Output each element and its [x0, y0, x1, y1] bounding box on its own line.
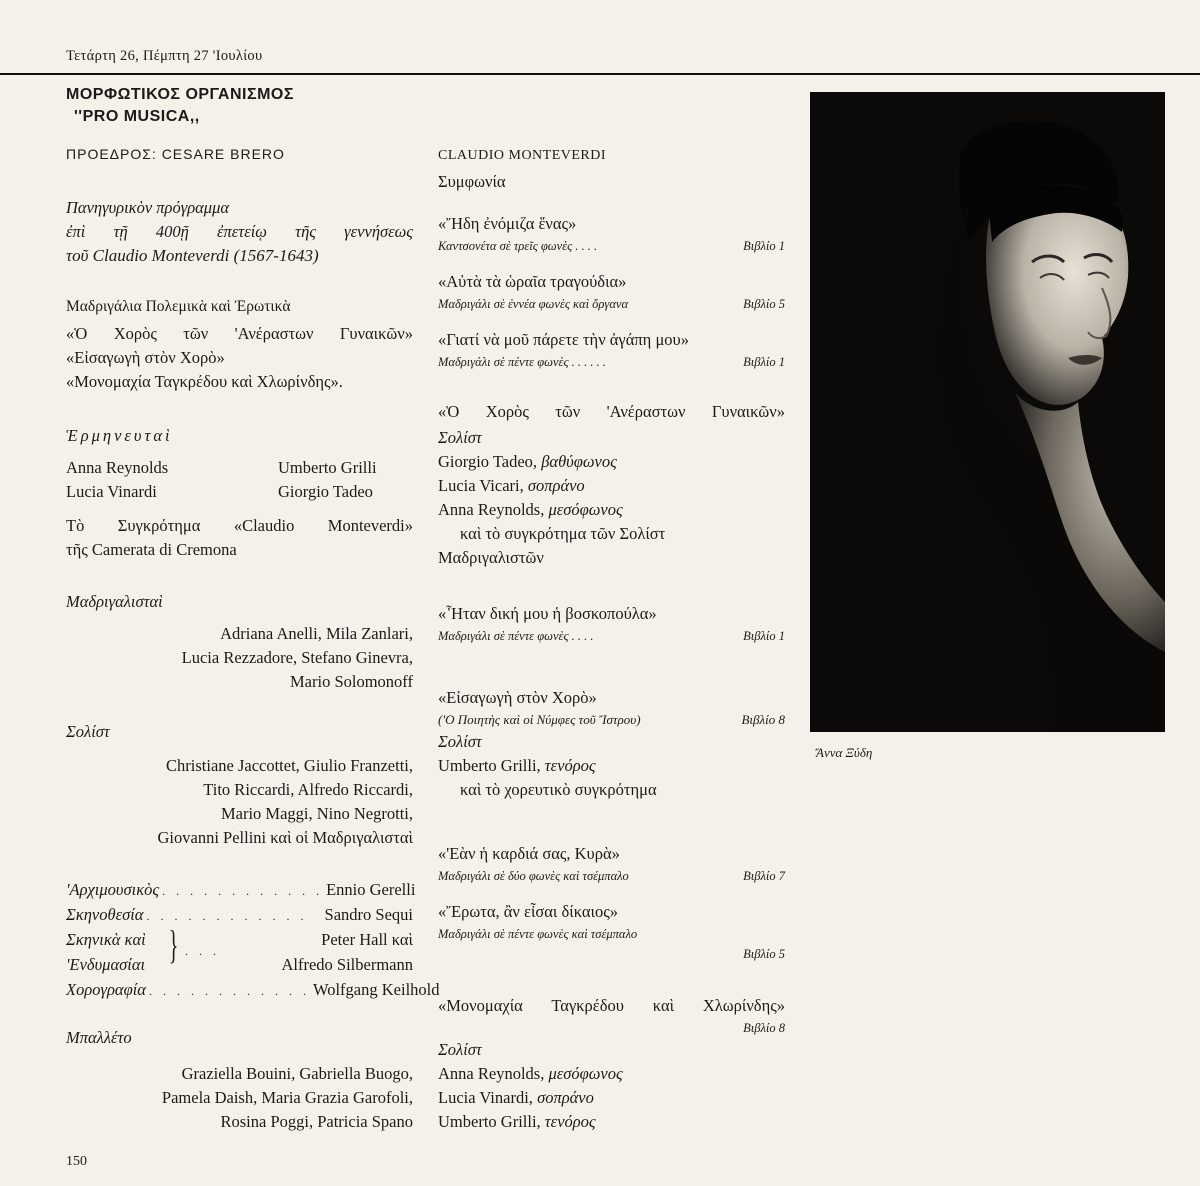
credit-row	[66, 954, 413, 977]
credit-name: Wolfgang Keilhold	[312, 980, 440, 999]
work-desc: ('Ο Ποιητὴς καὶ οἱ Νύμφες τοῦ Ἴστρου)	[438, 712, 641, 727]
soloist-line	[438, 754, 785, 778]
soloist-line	[438, 498, 785, 522]
credits-block	[66, 879, 440, 1002]
soloist-voice: μεσόφωνος	[548, 1064, 623, 1083]
soloist-voice: τενόρος	[544, 1112, 596, 1131]
soloists-heading: Σολίστ	[438, 1040, 482, 1059]
work-desc: Μαδριγάλι σὲ πέντε φωνὲς καὶ τσέμπαλο	[438, 927, 638, 941]
work-4	[438, 400, 785, 570]
leader-dots: . . . . . . . . . . . .	[162, 884, 324, 898]
soloist-voice: βαθύφωνος	[541, 452, 617, 471]
festive-line: ἐπὶ τῇ 400ῇ ἐπετείῳ τῆς γεννήσεως	[66, 222, 413, 241]
credit-row	[66, 904, 413, 927]
madrigal-item: «Μονομαχία Ταγκρέδου καὶ Χλωρίνδης».	[66, 372, 343, 391]
performer-name: Lucia Vinardi	[66, 482, 157, 501]
work-desc-row	[438, 924, 785, 944]
work-desc: Μαδριγάλι σὲ πέντε φωνὲς . . . .	[438, 629, 594, 643]
work-3	[438, 328, 785, 372]
ensemble-line: Τὸ Συγκρότημα «Claudio Monteverdi»	[66, 516, 413, 535]
credit-role: Σκηνικὰ καὶ	[66, 930, 146, 949]
soloist-name: Lucia Vinardi,	[438, 1088, 538, 1107]
work-desc: Μαδριγάλι σὲ δύο φωνὲς καὶ τσέμπαλο	[438, 869, 629, 883]
work-6	[438, 686, 785, 802]
soloist-line	[438, 1062, 785, 1086]
soloist-line	[438, 1110, 785, 1134]
credit-name: Peter Hall καὶ	[321, 930, 413, 949]
credit-role: Σκηνοθεσία	[66, 905, 144, 924]
credit-row	[66, 879, 416, 902]
soloist-name: Lucia Vicari,	[438, 476, 528, 495]
work-book: Βιβλίο 7	[743, 869, 785, 883]
soloist-name: Anna Reynolds,	[438, 500, 549, 519]
work-title: «Ἤδη ἐνόμιζα ἕνας»	[438, 214, 577, 233]
org-name-line2: ''PRO MUSICA,,	[74, 108, 200, 125]
portrait-photo	[810, 92, 1165, 732]
soloist-extra: καὶ τὸ χορευτικὸ συγκρότημα	[460, 780, 657, 799]
work-desc-row	[438, 626, 785, 646]
ballet-line: Rosina Poggi, Patricia Spano	[220, 1112, 413, 1131]
work-5	[438, 602, 785, 646]
work-title: «Ἔρωτα, ἂν εἶσαι δίκαιος»	[438, 902, 618, 921]
soloist-name: Umberto Grilli,	[438, 756, 545, 775]
performer-name: Umberto Grilli	[278, 458, 377, 477]
madrigals-block	[66, 295, 413, 394]
portrait-illustration	[810, 92, 1165, 732]
festive-line: τοῦ Claudio Monteverdi (1567-1643)	[66, 246, 319, 265]
performers-block	[66, 424, 413, 562]
madrigalist-line: Adriana Anelli, Mila Zanlari,	[220, 624, 413, 643]
soloist-voice: σοπράνο	[537, 1088, 594, 1107]
work-book-row	[438, 1018, 785, 1038]
work-book: Βιβλίο 8	[743, 1021, 785, 1035]
credit-name: Sandro Sequi	[324, 905, 413, 924]
work-book: Βιβλίο 1	[743, 629, 785, 643]
soloist-voice: μεσόφωνος	[548, 500, 623, 519]
soloist-line	[438, 450, 785, 474]
brace-glyph: }	[168, 922, 179, 967]
header-rule	[0, 73, 1200, 75]
credit-row	[66, 929, 413, 952]
ensemble-line: τῆς Camerata di Cremona	[66, 540, 237, 559]
org-president: ΠΡΟΕΔΡΟΣ: CESARE BRERO	[66, 146, 285, 162]
soloist-line: Mario Maggi, Nino Negrotti,	[220, 804, 413, 823]
composer-name: CLAUDIO MONTEVERDI	[438, 148, 607, 163]
leader-dots: . . . . . . . . . . . .	[146, 909, 308, 923]
soloists-heading: Σολίστ	[66, 722, 110, 741]
ballet-line: Pamela Daish, Maria Grazia Garofoli,	[161, 1088, 413, 1107]
soloist-extra: Μαδριγαλιστῶν	[438, 548, 544, 567]
soloist-name: Giorgio Tadeo,	[438, 452, 542, 471]
festive-line: Πανηγυρικὸν πρόγραμμα	[66, 198, 230, 217]
madrigalist-line: Mario Solomonoff	[290, 672, 413, 691]
performers-row	[66, 456, 413, 480]
festive-program	[66, 196, 413, 268]
work-desc: Μαδριγάλι σὲ ἐννέα φωνὲς καὶ ὄργανα	[438, 297, 629, 311]
work-desc-row	[438, 294, 785, 314]
work-desc-row	[438, 866, 785, 886]
madrigal-item: «Ὁ Χορὸς τῶν 'Ανέραστων Γυναικῶν»	[66, 324, 413, 343]
work-1	[438, 212, 785, 256]
soloist-voice: σοπράνο	[527, 476, 585, 495]
work-book: Βιβλίο 5	[743, 297, 785, 311]
work-desc-row	[438, 352, 785, 372]
work-book: Βιβλίο 8	[741, 712, 785, 727]
symphony-line: Συμφωνία	[438, 172, 506, 191]
work-7	[438, 842, 785, 886]
work-desc: Μαδριγάλι σὲ πέντε φωνὲς . . . . . .	[438, 355, 607, 369]
work-9	[438, 994, 785, 1134]
org-name-line1: ΜΟΡΦΩΤΙΚΟΣ ΟΡΓΑΝΙΣΜΟΣ	[66, 86, 294, 103]
madrigals-heading: Μαδριγάλια Πολεμικὰ καὶ Ἐρωτικὰ	[66, 298, 291, 315]
performers-heading: Ἑρμηνευταὶ	[66, 426, 173, 445]
madrigalists-heading: Μαδριγαλισταὶ	[66, 592, 163, 611]
ballet-line: Graziella Bouini, Gabriella Buogo,	[181, 1064, 413, 1083]
credit-name: Alfredo Silbermann	[281, 955, 413, 974]
performer-name: Giorgio Tadeo	[278, 482, 373, 501]
work-title: «'Εὰν ἡ καρδιά σας, Κυρὰ»	[438, 844, 620, 863]
photo-caption: Ἄννα Ξύδη	[816, 745, 873, 760]
soloists-block	[66, 720, 413, 850]
work-title: «Αὐτὰ τὰ ὡραῖα τραγούδια»	[438, 272, 627, 291]
credit-row	[66, 979, 440, 1002]
work-desc-row	[438, 710, 785, 730]
ballet-heading: Μπαλλέτο	[66, 1028, 132, 1047]
soloist-extra: καὶ τὸ συγκρότημα τῶν Σολίστ	[460, 524, 666, 543]
page-header: Τετάρτη 26, Πέμπτη 27 'Ιουλίου	[66, 48, 263, 64]
work-title: «Γιατί νὰ μοῦ πάρετε τὴν ἀγάπη μου»	[438, 330, 689, 349]
soloist-name: Umberto Grilli,	[438, 1112, 545, 1131]
work-book: Βιβλίο 1	[743, 239, 785, 253]
credit-role: 'Ενδυμασίαι	[66, 955, 146, 974]
credit-role: 'Αρχιμουσικὸς	[66, 880, 160, 899]
work-2	[438, 270, 785, 314]
soloists-heading: Σολίστ	[438, 732, 482, 751]
page-number: 150	[66, 1154, 87, 1169]
work-title: «Ἦταν δική μου ἡ βοσκοπούλα»	[438, 604, 657, 623]
work-8	[438, 900, 785, 964]
performers-row	[66, 480, 413, 504]
work-desc: Καντσονέτα σὲ τρεῖς φωνὲς . . . .	[438, 239, 598, 253]
work-book: Βιβλίο 1	[743, 355, 785, 369]
work-title: «Ὁ Χορὸς τῶν 'Ανέραστων Γυναικῶν»	[438, 402, 785, 421]
soloist-line: Tito Riccardi, Alfredo Riccardi,	[203, 780, 413, 799]
madrigal-item: «Εἰσαγωγὴ στὸν Χορὸ»	[66, 348, 225, 367]
soloists-heading: Σολίστ	[438, 428, 482, 447]
madrigalists-block	[66, 590, 413, 694]
soloist-voice: τενόρος	[544, 756, 596, 775]
soloist-line	[438, 1086, 785, 1110]
performer-name: Anna Reynolds	[66, 458, 169, 477]
soloist-name: Anna Reynolds,	[438, 1064, 549, 1083]
soloist-line: Giovanni Pellini καὶ οἱ Μαδριγαλισταὶ	[157, 828, 413, 847]
work-book-row	[438, 944, 785, 964]
work-title: «Μονομαχία Ταγκρέδου καὶ Χλωρίνδης»	[438, 996, 785, 1015]
ballet-block	[66, 1026, 413, 1134]
soloist-line	[438, 474, 785, 498]
madrigalist-line: Lucia Rezzadore, Stefano Ginevra,	[181, 648, 413, 667]
soloist-line: Christiane Jaccottet, Giulio Franzetti,	[166, 756, 413, 775]
credit-role: Χορογραφία	[66, 980, 146, 999]
leader-dots: . . . . . . . . . . . .	[148, 984, 310, 998]
work-title: «Εἰσαγωγὴ στὸν Χορὸ»	[438, 688, 597, 707]
work-book: Βιβλίο 5	[743, 947, 785, 961]
composer-block	[438, 148, 785, 194]
credit-name: Ennio Gerelli	[326, 880, 416, 899]
work-desc-row	[438, 236, 785, 256]
leader-dots: . . .	[185, 944, 220, 958]
